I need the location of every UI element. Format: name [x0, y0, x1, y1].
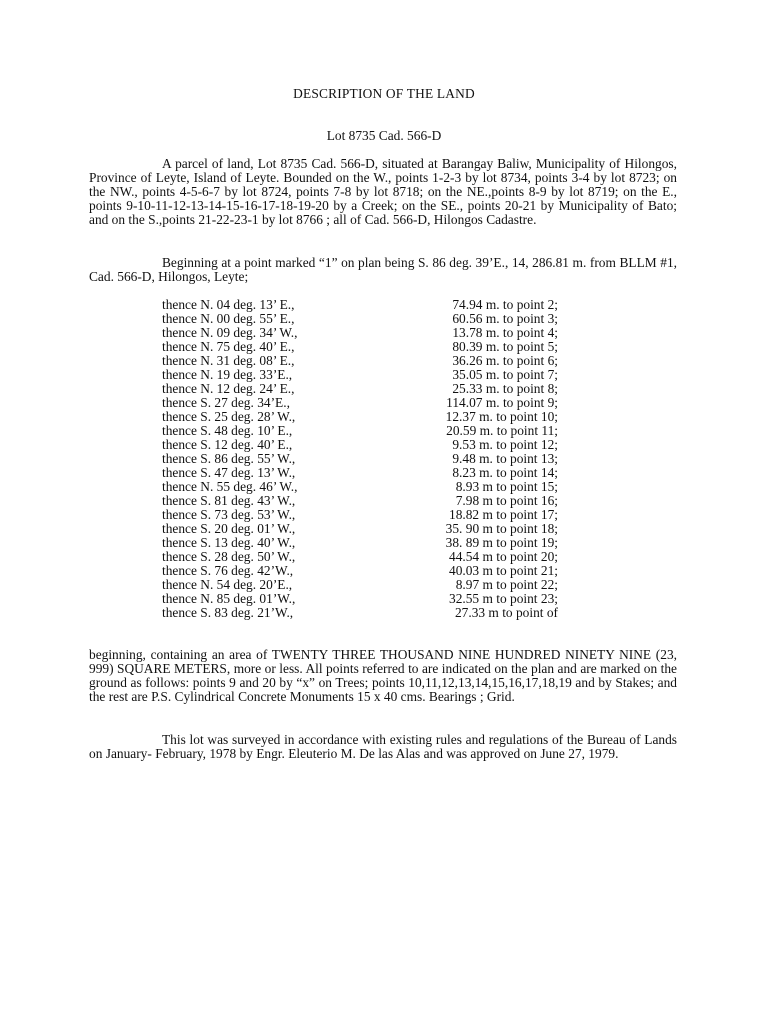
bearing-text: thence N. 75 deg. 40’ E., [162, 339, 295, 354]
bearing-row [162, 396, 582, 410]
boundary-paragraph: A parcel of land, Lot 8735 Cad. 566-D, situated at Barangay Baliw, Municipality of Hilongos, Province of Leyte, Island of Leyte. Bounded on the W., points 1-2-3 by lot 8734, points 3-4 by lot 8723; on the NW., points 4-5-6-7 by lot 8724, points 7-8 by lot 8718; on the NE.,points 8-9 by lot 8719; on the E., points 9-10-11-12-13-14-15-16-17-18-19-20 by a Creek; on the SE., points 20-21 by Municipality of Bato; and on the S.,points 21-22-23-1 by lot 8766 ; all of Cad. 566-D, Hilongos Cadastre. [89, 156, 677, 227]
distance-text: 38. 89 m to point 19; [445, 535, 558, 550]
distance-text: 25.33 m. to point 8; [452, 381, 558, 396]
bearing-row [162, 368, 582, 382]
bearing-row [162, 410, 582, 424]
bearing-row [162, 536, 582, 550]
distance-text: 44.54 m to point 20; [449, 549, 558, 564]
bearing-text: thence S. 25 deg. 28’ W., [162, 409, 296, 424]
bearing-row [162, 312, 582, 326]
bearing-row [162, 424, 582, 438]
bearing-text: thence S. 83 deg. 21’W., [162, 605, 294, 620]
lot-heading: Lot 8735 Cad. 566-D [326, 128, 442, 143]
bearing-text: thence S. 76 deg. 42’W., [162, 563, 294, 578]
bearing-row [162, 550, 582, 564]
bearing-row [162, 592, 582, 606]
distance-text: 27.33 m to point of [454, 605, 558, 620]
distance-text: 32.55 m to point 23; [449, 591, 558, 606]
bearing-row [162, 578, 582, 592]
bearing-text: thence N. 00 deg. 55’ E., [162, 311, 295, 326]
bearing-row [162, 480, 582, 494]
bearing-row [162, 298, 582, 312]
bearing-row [162, 508, 582, 522]
document-title: DESCRIPTION OF THE LAND [293, 86, 475, 101]
bearing-text: thence N. 12 deg. 24’ E., [162, 381, 295, 396]
bearing-row [162, 564, 582, 578]
distance-text: 12.37 m. to point 10; [445, 409, 558, 424]
bearing-text: thence N. 55 deg. 46’ W., [162, 479, 298, 494]
distance-text: 74.94 m. to point 2; [452, 297, 558, 312]
bearing-text: thence N. 85 deg. 01’W., [162, 591, 296, 606]
area-paragraph: beginning, containing an area of TWENTY THREE THOUSAND NINE HUNDRED NINETY NINE (23, 999) SQUARE METERS, more or less. All points referred to are indicated on the plan and are marked on the ground as follows: points 9 and 20 by “x” on Trees; points 10,11,12,13,14,15,16,17,18,19 and by Stakes; and the rest are P.S. Cylindrical Concrete Monuments 15 x 40 cms. Bearings ; Grid. [89, 647, 677, 704]
distance-text: 9.48 m. to point 13; [452, 451, 558, 466]
bearings-list [162, 298, 582, 620]
distance-text: 9.53 m. to point 12; [452, 437, 558, 452]
bearing-row [162, 606, 582, 620]
bearing-row [162, 438, 582, 452]
bearing-text: thence S. 48 deg. 10’ E., [162, 423, 293, 438]
distance-text: 8.93 m to point 15; [455, 479, 558, 494]
bearing-text: thence N. 04 deg. 13’ E., [162, 297, 295, 312]
bearing-row [162, 354, 582, 368]
distance-text: 7.98 m to point 16; [455, 493, 558, 508]
distance-text: 20.59 m. to point 11; [446, 423, 558, 438]
survey-paragraph: This lot was surveyed in accordance with existing rules and regulations of the Bureau of Lands on January- February, 1978 by Engr. Eleuterio M. De las Alas and was approved on June 27, 1979. [89, 732, 677, 761]
bearing-row [162, 326, 582, 340]
bearing-text: thence S. 28 deg. 50’ W., [162, 549, 296, 564]
distance-text: 36.26 m. to point 6; [452, 353, 558, 368]
distance-text: 8.23 m. to point 14; [452, 465, 558, 480]
distance-text: 114.07 m. to point 9; [446, 395, 558, 410]
distance-text: 80.39 m. to point 5; [452, 339, 558, 354]
bearing-row [162, 494, 582, 508]
bearing-row [162, 452, 582, 466]
distance-text: 18.82 m to point 17; [449, 507, 558, 522]
bearing-text: thence N. 54 deg. 20’E., [162, 577, 293, 592]
bearing-row [162, 382, 582, 396]
bearing-text: thence S. 13 deg. 40’ W., [162, 535, 296, 550]
bearing-text: thence S. 73 deg. 53’ W., [162, 507, 296, 522]
bearing-text: thence S. 47 deg. 13’ W., [162, 465, 296, 480]
bearing-text: thence N. 31 deg. 08’ E., [162, 353, 295, 368]
bearing-text: thence S. 27 deg. 34’E., [162, 395, 290, 410]
distance-text: 8.97 m to point 22; [455, 577, 558, 592]
bearing-text: thence S. 20 deg. 01’ W., [162, 521, 296, 536]
distance-text: 60.56 m. to point 3; [452, 311, 558, 326]
distance-text: 35. 90 m to point 18; [445, 521, 558, 536]
distance-text: 13.78 m. to point 4; [452, 325, 558, 340]
bearing-row [162, 340, 582, 354]
bearing-text: thence S. 81 deg. 43’ W., [162, 493, 296, 508]
distance-text: 40.03 m to point 21; [449, 563, 558, 578]
bearing-row [162, 466, 582, 480]
bearing-text: thence S. 12 deg. 40’ E., [162, 437, 293, 452]
bearing-text: thence S. 86 deg. 55’ W., [162, 451, 296, 466]
bearing-text: thence N. 19 deg. 33’E., [162, 367, 293, 382]
beginning-paragraph: Beginning at a point marked “1” on plan being S. 86 deg. 39’E., 14, 286.81 m. from BLLM #1, Cad. 566-D, Hilongos, Leyte; [89, 255, 677, 284]
bearing-text: thence N. 09 deg. 34’ W., [162, 325, 298, 340]
bearing-row [162, 522, 582, 536]
distance-text: 35.05 m. to point 7; [452, 367, 558, 382]
